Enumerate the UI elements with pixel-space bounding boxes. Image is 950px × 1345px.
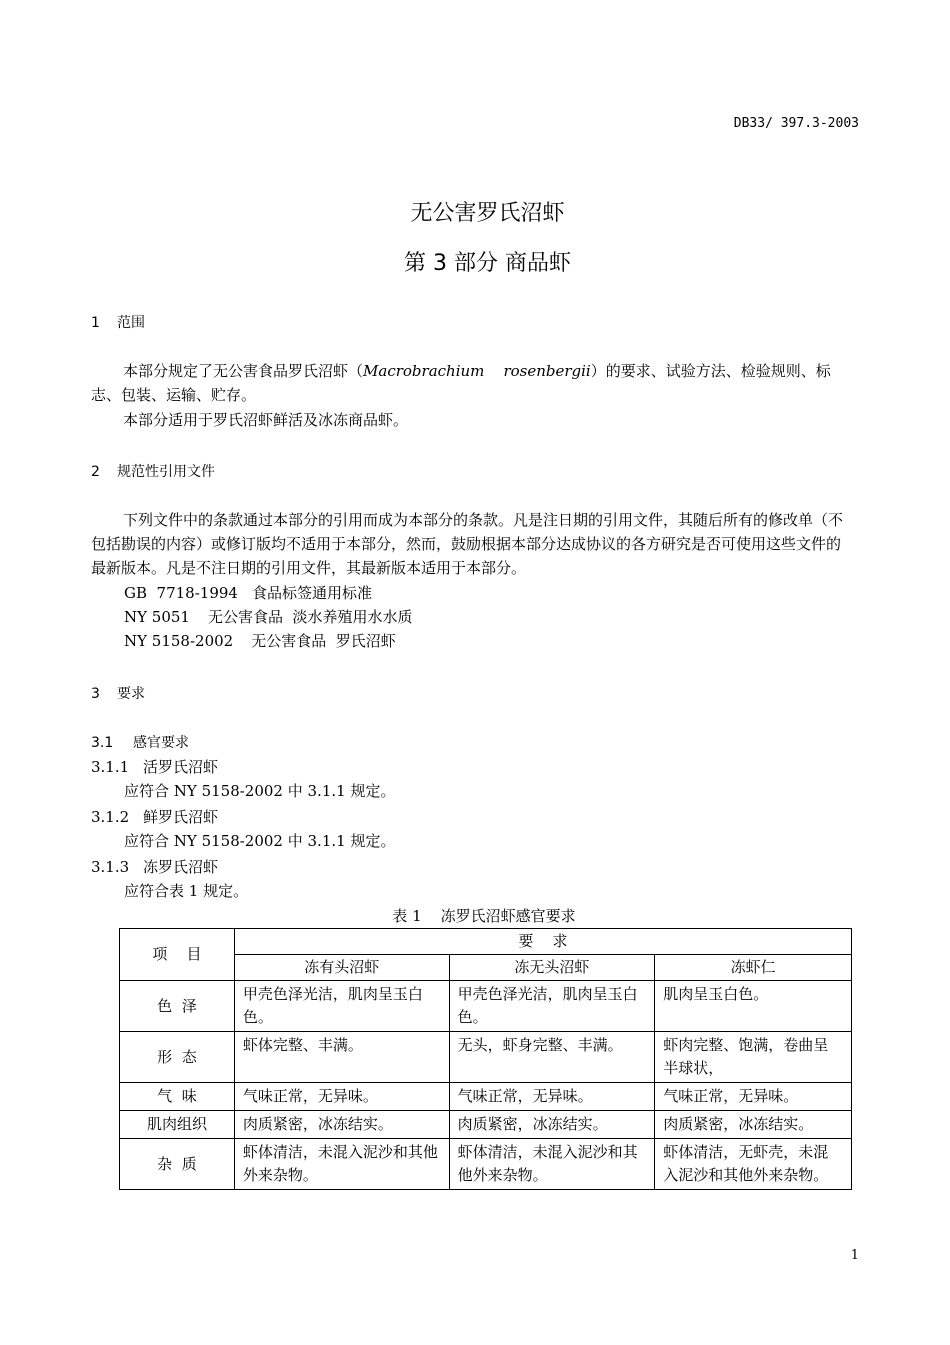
section-2-paragraph-1: 下列文件中的条款通过本部分的引用而成为本部分的条款。凡是注日期的引用文件，其随后所有的修改单（不包括勘误的内容）或修订版均不适用于本部分，然而，鼓励根据本部分达成协议的各方研究是否可使用这些文件的最新版本。凡是不注日期的引用文件，其最新版本适用于本部分。 — [91, 511, 844, 577]
header-item: 项 目 — [120, 929, 235, 981]
clause-text: 应符合表 1 规定。 — [124, 882, 249, 900]
section-1-paragraph-2: 本部分适用于罗氏沼虾鲜活及冰冻商品虾。 — [123, 411, 409, 429]
table-cell: 虾体清洁，无虾壳，未混入泥沙和其他外来杂物。 — [655, 1139, 852, 1190]
table-cell: 虾肉完整、饱满，卷曲呈半球状， — [655, 1032, 852, 1083]
page-number: 1 — [850, 1248, 859, 1263]
table-row — [120, 1139, 852, 1190]
table-cell: 肌肉呈玉白色。 — [655, 981, 852, 1032]
subheader-cell: 冻虾仁 — [655, 955, 852, 981]
subheader-cell: 冻有头沼虾 — [234, 955, 449, 981]
section-number: 3 — [91, 686, 100, 702]
standard-number: DB33/ 397.3-2003 — [733, 116, 859, 131]
sensory-requirements-table — [119, 928, 852, 1190]
section-1-paragraph-1: 本部分规定了无公害食品罗氏沼虾（Macrobrachium rosenbergii）的要求、试验方法、检验规则、标志、包装、运输、贮存。 — [91, 362, 831, 404]
table-cell: 甲壳色泽光洁，肌肉呈玉白色。 — [449, 981, 655, 1032]
table-cell: 气味正常，无异味。 — [449, 1083, 655, 1111]
reference-item: GB 7718-1994 食品标签通用标准 — [124, 584, 372, 602]
clause-heading: 3.1.1 活罗氏沼虾 — [91, 758, 219, 776]
clause-text: 应符合 NY 5158-2002 中 3.1.1 规定。 — [124, 782, 396, 800]
table-row — [120, 1111, 852, 1139]
clause-heading: 3.1.3 冻罗氏沼虾 — [91, 858, 219, 876]
table-cell: 虾体清洁，未混入泥沙和其他外来杂物。 — [449, 1139, 655, 1190]
table-row — [120, 1083, 852, 1111]
table-cell: 甲壳色泽光洁，肌肉呈玉白色。 — [234, 981, 449, 1032]
table-row — [120, 1032, 852, 1083]
table-cell: 无头，虾身完整、丰满。 — [449, 1032, 655, 1083]
table-cell: 虾体完整、丰满。 — [234, 1032, 449, 1083]
table-cell: 气味正常，无异味。 — [655, 1083, 852, 1111]
row-item: 气 味 — [120, 1083, 235, 1111]
section-3-heading — [91, 683, 145, 703]
header-requirements: 要 求 — [234, 929, 851, 955]
subsection-3-1-heading: 3.1 感官要求 — [91, 735, 189, 751]
table-caption: 表 1 冻罗氏沼虾感官要求 — [392, 907, 576, 925]
section-1-heading — [91, 312, 145, 332]
table-cell: 肉质紧密，冰冻结实。 — [449, 1111, 655, 1139]
table-cell: 肉质紧密，冰冻结实。 — [234, 1111, 449, 1139]
row-item: 杂 质 — [120, 1139, 235, 1190]
subheader-cell: 冻无头沼虾 — [449, 955, 655, 981]
section-2-heading — [91, 461, 215, 481]
reference-item: NY 5051 无公害食品 淡水养殖用水水质 — [124, 608, 413, 626]
table-cell: 虾体清洁，未混入泥沙和其他外来杂物。 — [234, 1139, 449, 1190]
table-header-row — [120, 929, 852, 955]
document-title: 无公害罗氏沼虾 — [410, 201, 565, 226]
document-subtitle: 第 3 部分 商品虾 — [404, 251, 571, 276]
clause-heading: 3.1.2 鲜罗氏沼虾 — [91, 808, 219, 826]
row-item: 肌肉组织 — [120, 1111, 235, 1139]
section-number: 2 — [91, 464, 100, 480]
table-cell: 气味正常，无异味。 — [234, 1083, 449, 1111]
row-item: 形 态 — [120, 1032, 235, 1083]
section-title: 规范性引用文件 — [117, 464, 215, 480]
section-title: 要求 — [117, 686, 145, 702]
clause-text: 应符合 NY 5158-2002 中 3.1.1 规定。 — [124, 832, 396, 850]
reference-item: NY 5158-2002 无公害食品 罗氏沼虾 — [124, 632, 396, 650]
table-row — [120, 981, 852, 1032]
latin-species-name: Macrobrachium rosenbergii — [363, 362, 591, 380]
table-cell: 肉质紧密，冰冻结实。 — [655, 1111, 852, 1139]
row-item: 色 泽 — [120, 981, 235, 1032]
section-title: 范围 — [117, 315, 145, 331]
section-number: 1 — [91, 315, 100, 331]
